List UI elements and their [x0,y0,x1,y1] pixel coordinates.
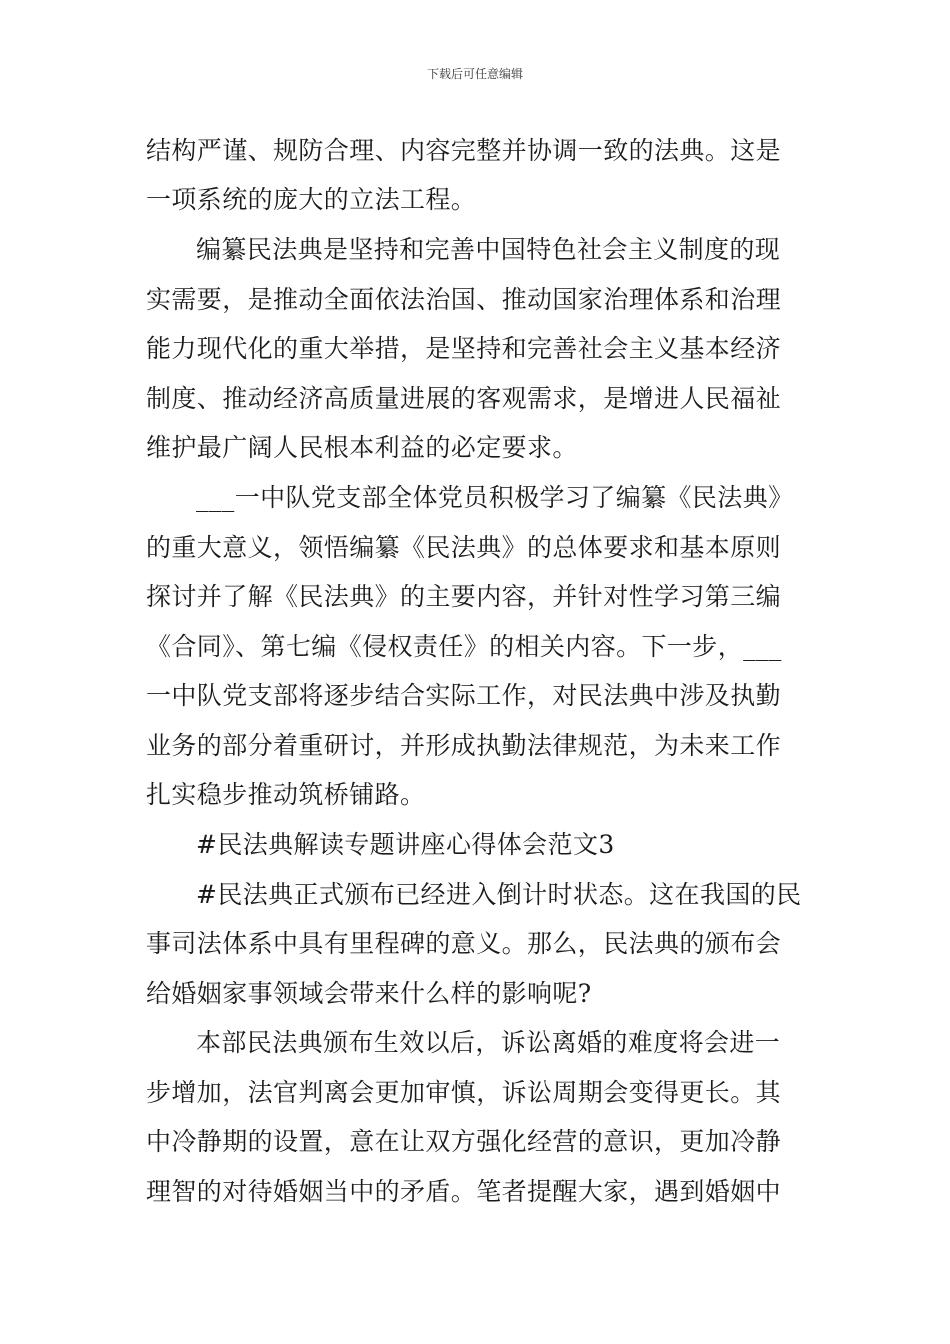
text-line: 《合同》、第七编《侵权责任》的相关内容。下一步，___ [146,632,782,661]
section-heading: #民法典解读专题讲座心得体会范文3 [196,830,615,859]
text-line: 一中队党支部将逐步结合实际工作，对民法典中涉及执勤 [146,681,782,710]
text-line: 的重大意义，领悟编纂《民法典》的总体要求和基本原则 [146,533,782,562]
text-line: 步增加，法官判离会更加审慎，诉讼周期会变得更长。其 [146,1078,782,1107]
text-line: 业务的部分着重研讨，并形成执勤法律规范，为未来工作 [146,731,782,760]
paragraph-first-line: #民法典正式颁布已经进入倒计时状态。这在我国的民 [196,880,802,909]
page-header: 下载后可任意编辑 [426,67,523,81]
text-line: 实需要，是推动全面依法治国、推动国家治理体系和治理 [146,285,782,314]
text-line: 理智的对待婚姻当中的矛盾。笔者提醒大家，遇到婚姻中 [146,1177,782,1206]
text-line: 制度、推动经济高质量进展的客观需求，是增进人民福祉 [146,384,782,413]
text-line: 中冷静期的设置，意在让双方强化经营的意识，更加冷静 [146,1127,782,1156]
paragraph-first-line: 编纂民法典是坚持和完善中国特色社会主义制度的现 [196,235,781,264]
text-line: 扎实稳步推动筑桥铺路。 [146,780,426,809]
text-line: 探讨并了解《民法典》的主要内容，并针对性学习第三编 [146,582,782,611]
paragraph-first-line: 本部民法典颁布生效以后，诉讼离婚的难度将会进一 [196,1028,781,1057]
text-line: 给婚姻家事领域会带来什么样的影响呢? [146,979,592,1008]
text-line: 结构严谨、规防合理、内容完整并协调一致的法典。这是 [146,136,782,165]
text-line: 事司法体系中具有里程碑的意义。那么，民法典的颁布会 [146,929,782,958]
text-line: 维护最广阔人民根本利益的必定要求。 [146,433,578,462]
text-line: 能力现代化的重大举措，是坚持和完善社会主义基本经济 [146,334,782,363]
paragraph-first-line: ___一中队党支部全体党员积极学习了编纂《民法典》 [196,483,794,512]
text-line: 一项系统的庞大的立法工程。 [146,185,477,214]
